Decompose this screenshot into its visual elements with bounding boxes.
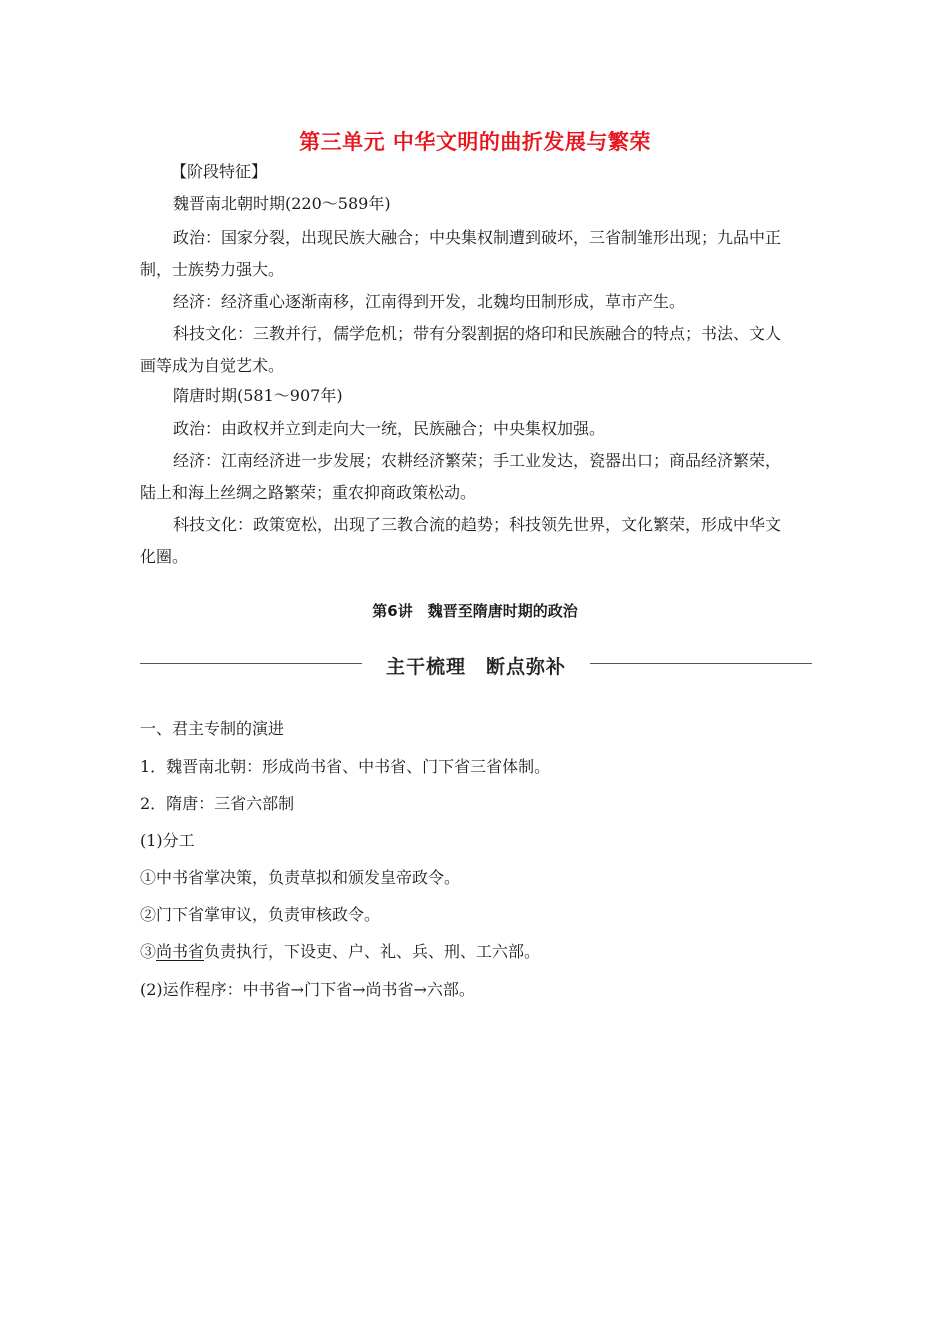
section1-heading: 一、君主专制的演进 — [140, 719, 285, 738]
circled-item-3-marker: ③ — [140, 942, 157, 961]
lecture-title: 第6讲 魏晋至隋唐时期的政治 — [372, 602, 578, 620]
sub-heading-2: (2)运作程序：中书省→门下省→尚书省→六部。 — [140, 980, 475, 999]
st-heading: 隋唐时期(581～907年) — [173, 386, 343, 405]
wjnbc-heading: 魏晋南北朝时期(220～589年) — [173, 194, 391, 213]
circled-item-3 — [140, 942, 540, 962]
banner-text: 主干梳理 断点弥补 — [385, 656, 566, 678]
section-banner — [140, 652, 812, 676]
banner-left-rule — [140, 663, 362, 664]
circled-item-3-text: 负责执行，下设吏、户、礼、兵、刑、工六部。 — [204, 942, 541, 961]
stage-heading: 【阶段特征】 — [171, 162, 268, 181]
underlined-term: 尚书省 — [156, 942, 205, 961]
st-economy-line2: 陆上和海上丝绸之路繁荣；重农抑商政策松动。 — [140, 483, 477, 502]
st-economy-line1: 经济：江南经济进一步发展；农耕经济繁荣；手工业发达，瓷器出口；商品经济繁荣， — [173, 451, 782, 470]
unit-title: 第三单元 中华文明的曲折发展与繁荣 — [299, 130, 651, 154]
wjnbc-politics-line2: 制，士族势力强大。 — [140, 260, 285, 279]
st-culture-line2: 化圈。 — [140, 547, 189, 566]
item-1: 1．魏晋南北朝：形成尚书省、中书省、门下省三省体制。 — [140, 757, 551, 776]
wjnbc-politics-line1: 政治：国家分裂，出现民族大融合；中央集权制遭到破坏，三省制雏形出现；九品中正 — [173, 228, 782, 247]
st-culture-line1: 科技文化：政策宽松，出现了三教合流的趋势；科技领先世界，文化繁荣，形成中华文 — [173, 515, 782, 534]
item-2: 2．隋唐：三省六部制 — [140, 794, 295, 813]
wjnbc-economy: 经济：经济重心逐渐南移，江南得到开发，北魏均田制形成，草市产生。 — [173, 292, 686, 311]
banner-right-rule — [590, 663, 812, 664]
circled-item-1: ①中书省掌决策，负责草拟和颁发皇帝政令。 — [140, 868, 461, 887]
wjnbc-culture-line2: 画等成为自觉艺术。 — [140, 356, 285, 375]
circled-item-2: ②门下省掌审议，负责审核政令。 — [140, 905, 381, 924]
sub-heading-1: (1)分工 — [140, 831, 195, 850]
st-politics: 政治：由政权并立到走向大一统，民族融合；中央集权加强。 — [173, 419, 606, 438]
wjnbc-culture-line1: 科技文化：三教并行，儒学危机；带有分裂割据的烙印和民族融合的特点；书法、文人 — [173, 324, 782, 343]
